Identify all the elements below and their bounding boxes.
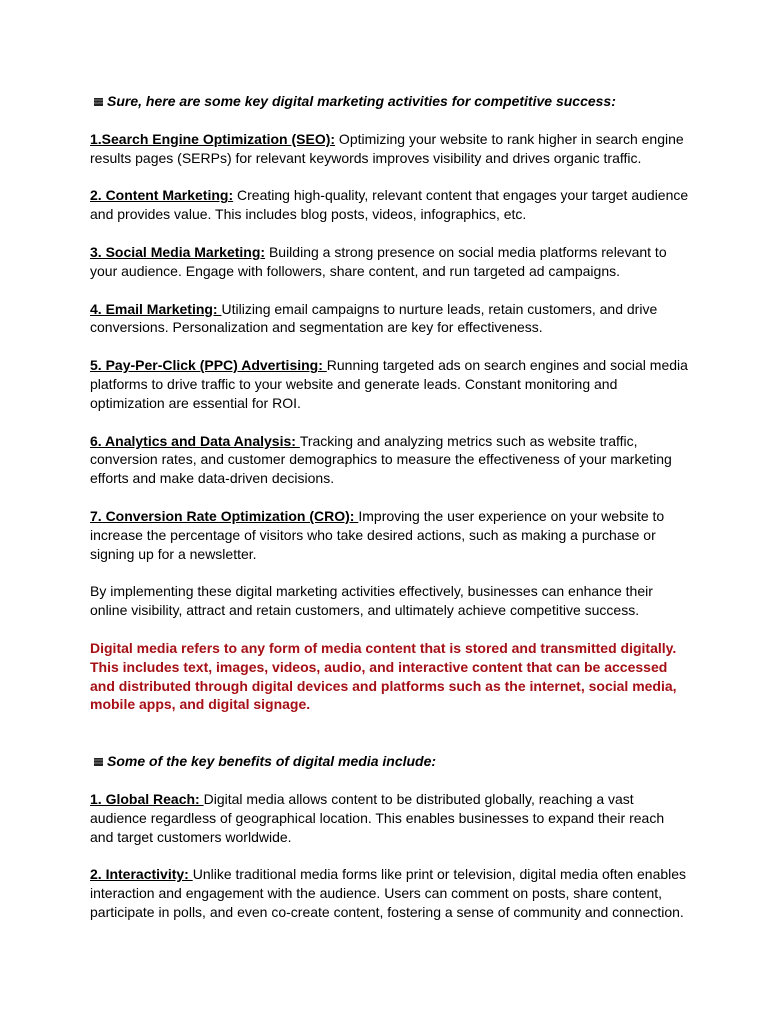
list-item-cro	[90, 507, 690, 563]
item-label: 1.Search Engine Optimization (SEO):	[90, 130, 336, 147]
item-label: 4. Email Marketing:	[90, 300, 222, 317]
item-text: Utilizing email campaigns to nurture leads, retain customers, and drive conversions. Personalization and segmentation are key for effectiveness.	[90, 300, 658, 336]
item-text: Optimizing your website to rank higher in search engine results pages (SERPs) for relevant keywords improves visibility and drives organic traffic.	[90, 130, 684, 166]
section-heading-text: Some of the key benefits of digital media include:	[107, 753, 437, 770]
item-label: 2. Interactivity:	[90, 866, 193, 883]
list-item-content-marketing	[90, 186, 690, 224]
item-text: Unlike traditional media forms like print or television, digital media often enables interaction and engagement with the audience. Users can comment on posts, share content, participate in polls, and even co-create content, fostering a sense of community and connection.	[90, 866, 687, 920]
list-item-analytics	[90, 432, 690, 488]
item-text: Digital media allows content to be distributed globally, reaching a vast audience regardless of geographical location. This enables businesses to expand their reach and target customers worldwide.	[90, 790, 665, 845]
item-text: Creating high-quality, relevant content that engages your target audience and provides value. This includes blog posts, videos, infographics, etc.	[90, 187, 689, 223]
section-heading-benefits	[90, 752, 690, 771]
list-item-seo	[90, 130, 690, 168]
item-label: 7. Conversion Rate Optimization (CRO):	[90, 507, 359, 524]
list-item-global-reach	[90, 790, 690, 846]
list-item-email-marketing	[90, 300, 690, 338]
item-text: Improving the user experience on your website to increase the percentage of visitors who take desired actions, such as making a purchase or signing up for a newsletter.	[90, 507, 665, 562]
item-text: Running targeted ads on search engines and social media platforms to drive traffic to your website and generate leads. Constant monitoring and optimization are essential for ROI.	[90, 357, 688, 411]
list-item-interactivity	[90, 865, 690, 921]
item-label: 1. Global Reach:	[90, 790, 204, 807]
item-label: 2. Content Marketing:	[90, 187, 234, 204]
section-heading-marketing	[90, 92, 690, 111]
square-bullet-icon	[94, 98, 103, 106]
square-bullet-icon	[94, 758, 103, 766]
item-text: Building a strong presence on social media platforms relevant to your audience. Engage with followers, share content, and run targeted ad campaigns.	[90, 243, 667, 279]
list-item-ppc	[90, 356, 690, 412]
item-label: 3. Social Media Marketing:	[90, 243, 266, 260]
item-label: 5. Pay-Per-Click (PPC) Advertising:	[90, 357, 327, 374]
list-item-social-media	[90, 243, 690, 281]
item-label: 6. Analytics and Data Analysis:	[90, 432, 300, 449]
item-text: Tracking and analyzing metrics such as website traffic, conversion rates, and customer demographics to measure the effectiveness of your marketing efforts and make data-driven decisions.	[90, 432, 672, 487]
conclusion-paragraph: By implementing these digital marketing activities effectively, businesses can enhance their online visibility, attract and retain customers, and ultimately achieve competitive success.	[90, 583, 653, 619]
document-page	[90, 92, 690, 922]
digital-media-definition: Digital media refers to any form of media content that is stored and transmitted digitally. This includes text, images, videos, audio, and interactive content that can be accessed and distributed through digital devices and platforms such as the internet, social media, mobile apps, and digital signage.	[90, 639, 677, 713]
section-heading-text: Sure, here are some key digital marketing activities for competitive success:	[107, 93, 616, 109]
